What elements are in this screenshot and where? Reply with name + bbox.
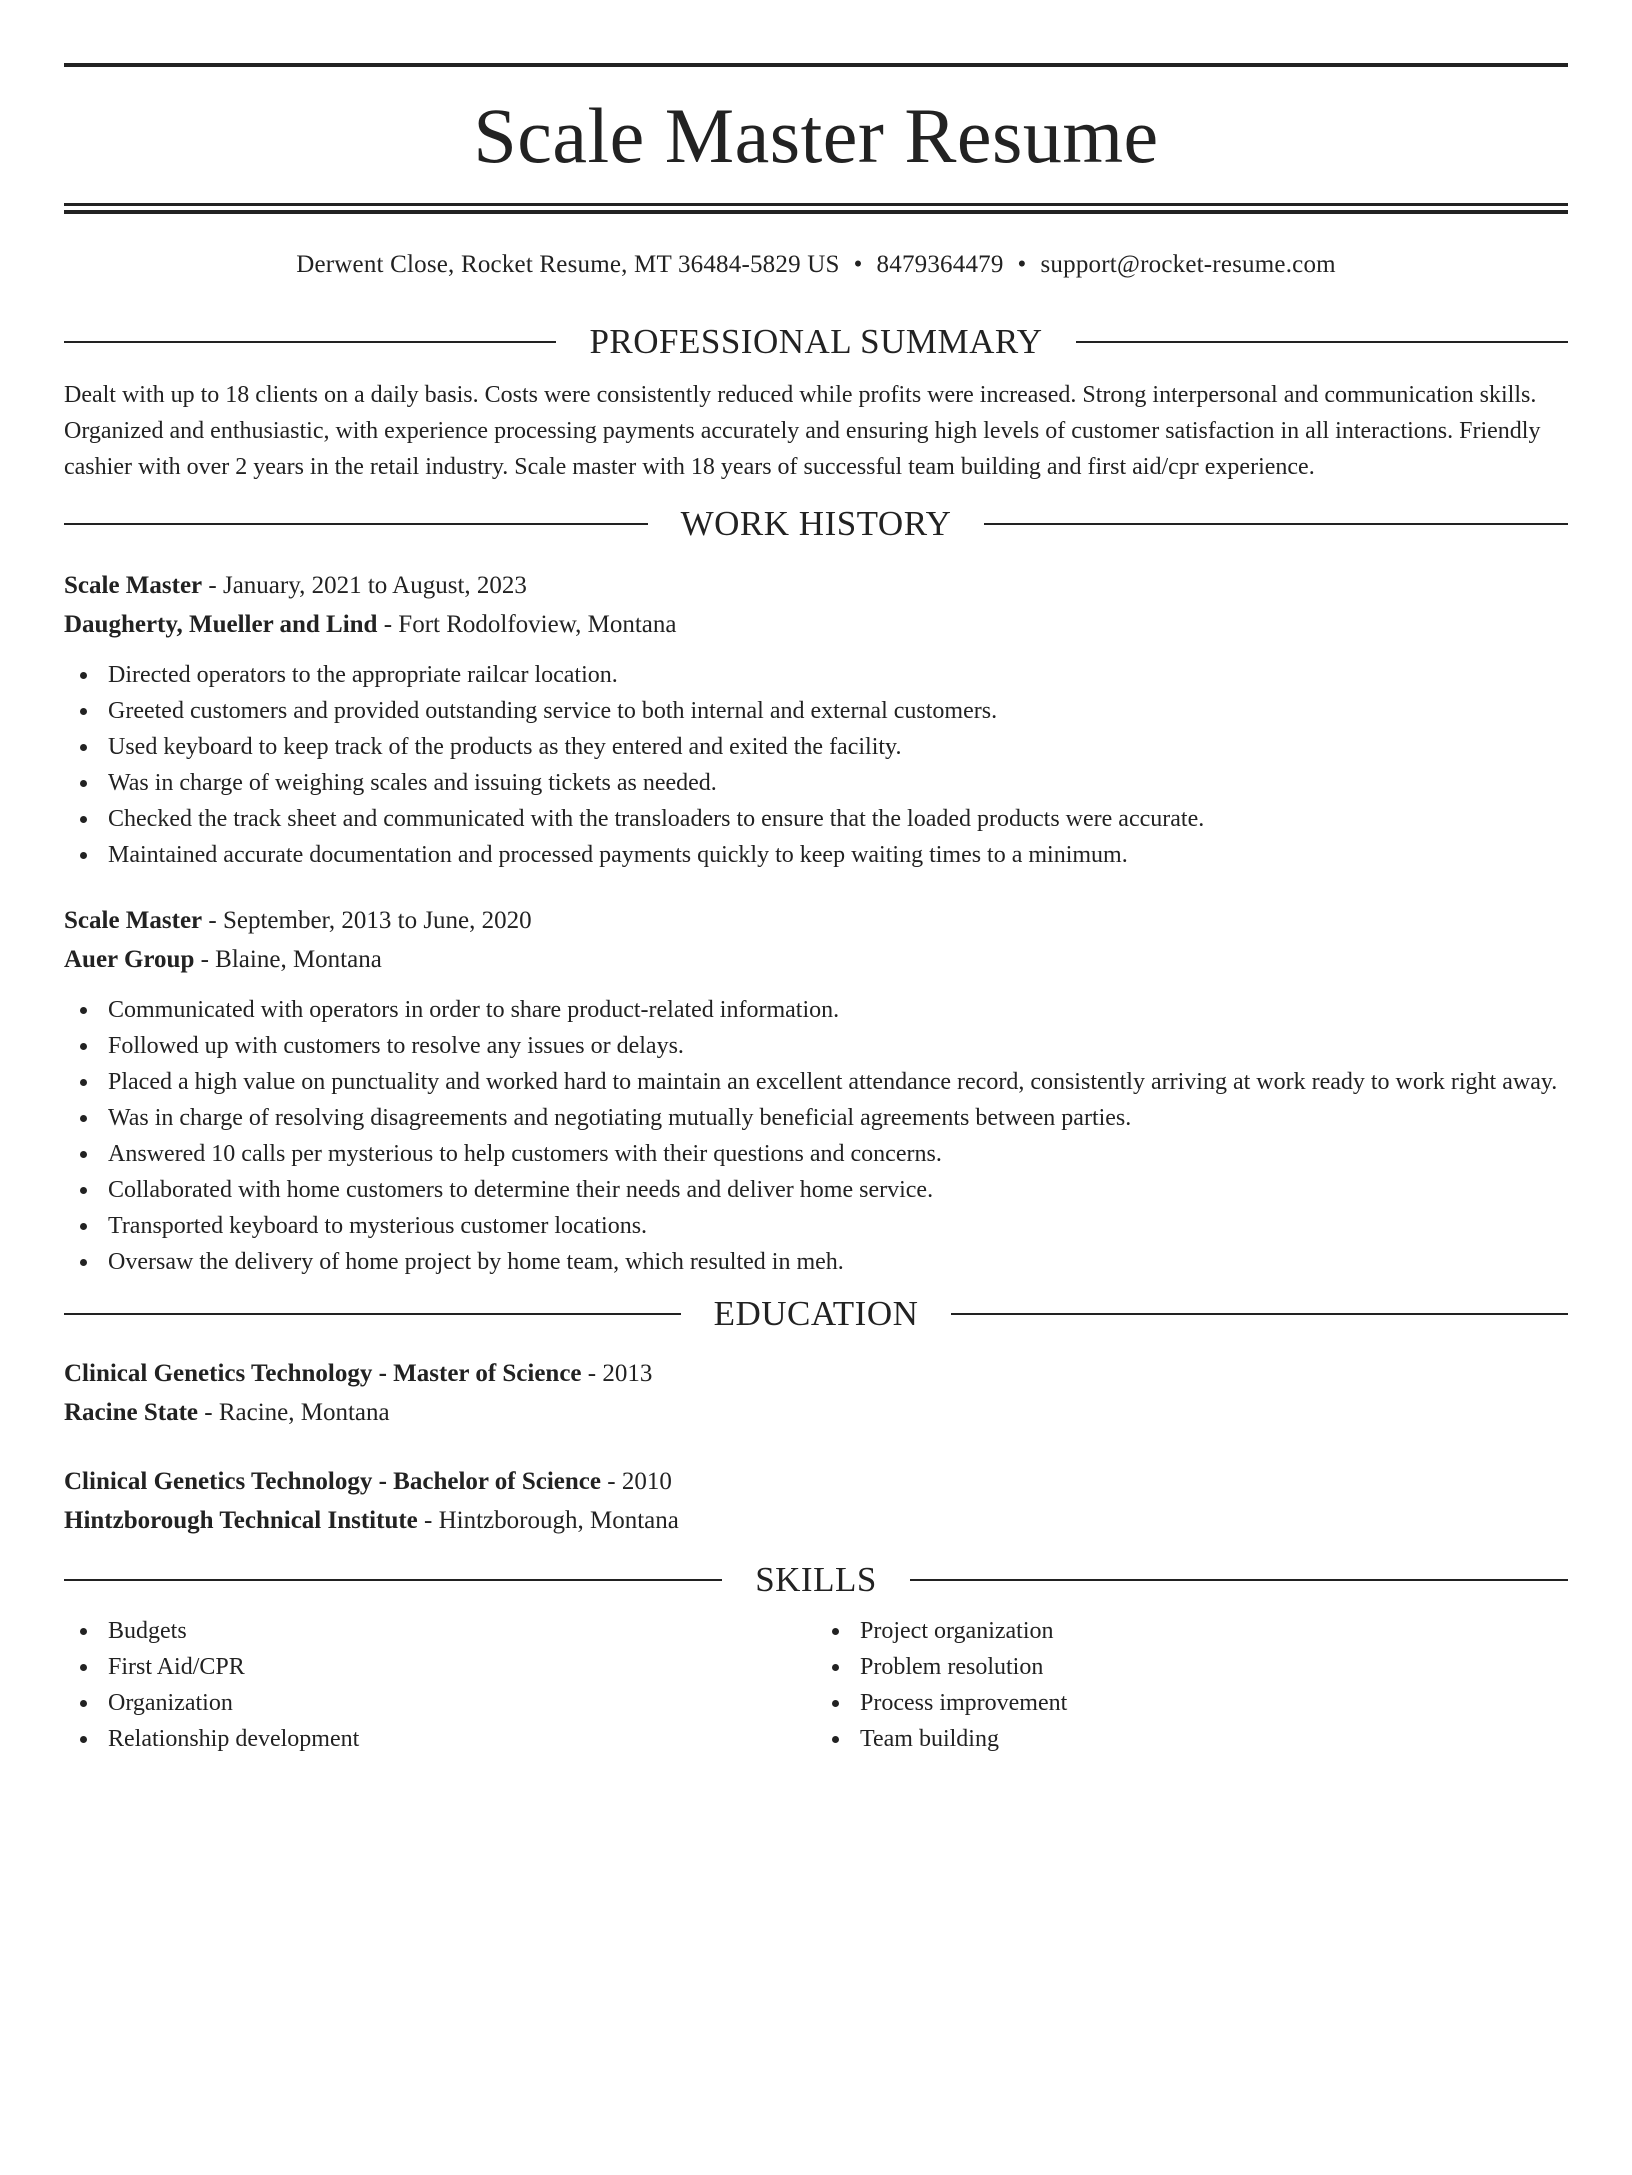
skills-list	[816, 1613, 1568, 1757]
education-degree: Clinical Genetics Technology - Master of Science	[64, 1360, 582, 1387]
job-title: Scale Master	[64, 907, 203, 934]
list-item: Transported keyboard to mysterious customer locations.	[64, 1208, 1568, 1244]
heading-rule-right	[1076, 341, 1568, 343]
job-location: - Blaine, Montana	[194, 946, 382, 973]
contact-separator: •	[1017, 251, 1027, 278]
education-entry	[64, 1462, 1568, 1540]
list-item: Maintained accurate documentation and processed payments quickly to keep waiting times to a minimum.	[64, 837, 1568, 873]
education-location: - Racine, Montana	[198, 1399, 390, 1426]
education-degree-line	[64, 1354, 1568, 1393]
resume-title: Scale Master Resume	[473, 92, 1159, 179]
job-title: Scale Master	[64, 572, 203, 599]
section-heading-education	[64, 1294, 1568, 1334]
contact-separator: •	[853, 251, 863, 278]
list-item: Budgets	[64, 1613, 816, 1649]
section-title: PROFESSIONAL SUMMARY	[589, 322, 1043, 361]
list-item: Used keyboard to keep track of the products as they entered and exited the facility.	[64, 729, 1568, 765]
list-item: Placed a high value on punctuality and worked hard to maintain an excellent attendance record, consistently arriving at work ready to work right away.	[64, 1064, 1568, 1100]
job-location: - Fort Rodolfoview, Montana	[377, 611, 677, 638]
job-title-line	[64, 901, 1568, 940]
summary-text: Dealt with up to 18 clients on a daily basis. Costs were consistently reduced while profits were increased. Strong interpersonal and communication skills. Organized and enthusiastic, with experience processing payments accurately and ensuring high levels of customer satisfaction in all interactions. Friendly cashier with over 2 years in the retail industry. Scale master with 18 years of successful team building and first aid/cpr experience.	[64, 382, 1541, 480]
list-item: Project organization	[816, 1613, 1568, 1649]
section-heading-skills	[64, 1560, 1568, 1600]
education-entry	[64, 1354, 1568, 1432]
job-company-line	[64, 940, 1568, 979]
section-heading-summary	[64, 322, 1568, 362]
heading-rule-left	[64, 523, 648, 525]
list-item: Communicated with operators in order to share product-related information.	[64, 992, 1568, 1028]
list-item: Was in charge of resolving disagreements and negotiating mutually beneficial agreements between parties.	[64, 1100, 1568, 1136]
job-bullets	[64, 657, 1568, 873]
list-item: Problem resolution	[816, 1649, 1568, 1685]
heading-rule-left	[64, 1579, 722, 1581]
education-location: - Hintzborough, Montana	[417, 1507, 679, 1534]
job-company: Daugherty, Mueller and Lind	[64, 611, 378, 638]
education-school: Hintzborough Technical Institute	[64, 1507, 418, 1534]
education-degree-line	[64, 1462, 1568, 1501]
section-title: SKILLS	[755, 1560, 877, 1599]
list-item: Followed up with customers to resolve any issues or delays.	[64, 1028, 1568, 1064]
skills-grid	[64, 1613, 1568, 1757]
list-item: Directed operators to the appropriate railcar location.	[64, 657, 1568, 693]
list-item: Collaborated with home customers to determine their needs and deliver home service.	[64, 1172, 1568, 1208]
job-bullets	[64, 992, 1568, 1280]
section-heading-work-history	[64, 504, 1568, 544]
job-entry	[64, 566, 1568, 873]
list-item: Process improvement	[816, 1685, 1568, 1721]
job-company-line	[64, 605, 1568, 644]
list-item: Checked the track sheet and communicated with the transloaders to ensure that the loaded products were accurate.	[64, 801, 1568, 837]
list-item: Answered 10 calls per mysterious to help customers with their questions and concerns.	[64, 1136, 1568, 1172]
education-year: - 2010	[601, 1468, 672, 1495]
resume-page	[0, 63, 1632, 2175]
contact-line	[64, 250, 1568, 280]
job-dates: - September, 2013 to June, 2020	[202, 907, 532, 934]
list-item: First Aid/CPR	[64, 1649, 816, 1685]
top-rule	[64, 63, 1568, 67]
education-year: - 2013	[581, 1360, 653, 1387]
skills-column-left	[64, 1613, 816, 1757]
contact-phone: 8479364479	[876, 251, 1004, 278]
education-degree: Clinical Genetics Technology - Bachelor of Science	[64, 1468, 601, 1495]
contact-address: Derwent Close, Rocket Resume, MT 36484-5829 US	[296, 251, 840, 278]
list-item: Team building	[816, 1721, 1568, 1757]
list-item: Was in charge of weighing scales and issuing tickets as needed.	[64, 765, 1568, 801]
list-item: Greeted customers and provided outstanding service to both internal and external customers.	[64, 693, 1568, 729]
title-double-rule	[64, 203, 1568, 214]
section-title: EDUCATION	[713, 1294, 919, 1333]
heading-rule-left	[64, 341, 556, 343]
job-dates: - January, 2021 to August, 2023	[202, 572, 527, 599]
education-school: Racine State	[64, 1399, 198, 1426]
skills-list	[64, 1613, 816, 1757]
heading-rule-left	[64, 1313, 681, 1315]
education-school-line	[64, 1393, 1568, 1432]
list-item: Oversaw the delivery of home project by home team, which resulted in meh.	[64, 1244, 1568, 1280]
section-title: WORK HISTORY	[680, 504, 952, 543]
job-company: Auer Group	[64, 946, 195, 973]
heading-rule-right	[910, 1579, 1568, 1581]
job-title-line	[64, 566, 1568, 605]
heading-rule-right	[951, 1313, 1568, 1315]
list-item: Organization	[64, 1685, 816, 1721]
job-entry	[64, 901, 1568, 1280]
skills-column-right	[816, 1613, 1568, 1757]
list-item: Relationship development	[64, 1721, 816, 1757]
heading-rule-right	[984, 523, 1568, 525]
education-school-line	[64, 1501, 1568, 1540]
contact-email: support@rocket-resume.com	[1040, 251, 1336, 278]
